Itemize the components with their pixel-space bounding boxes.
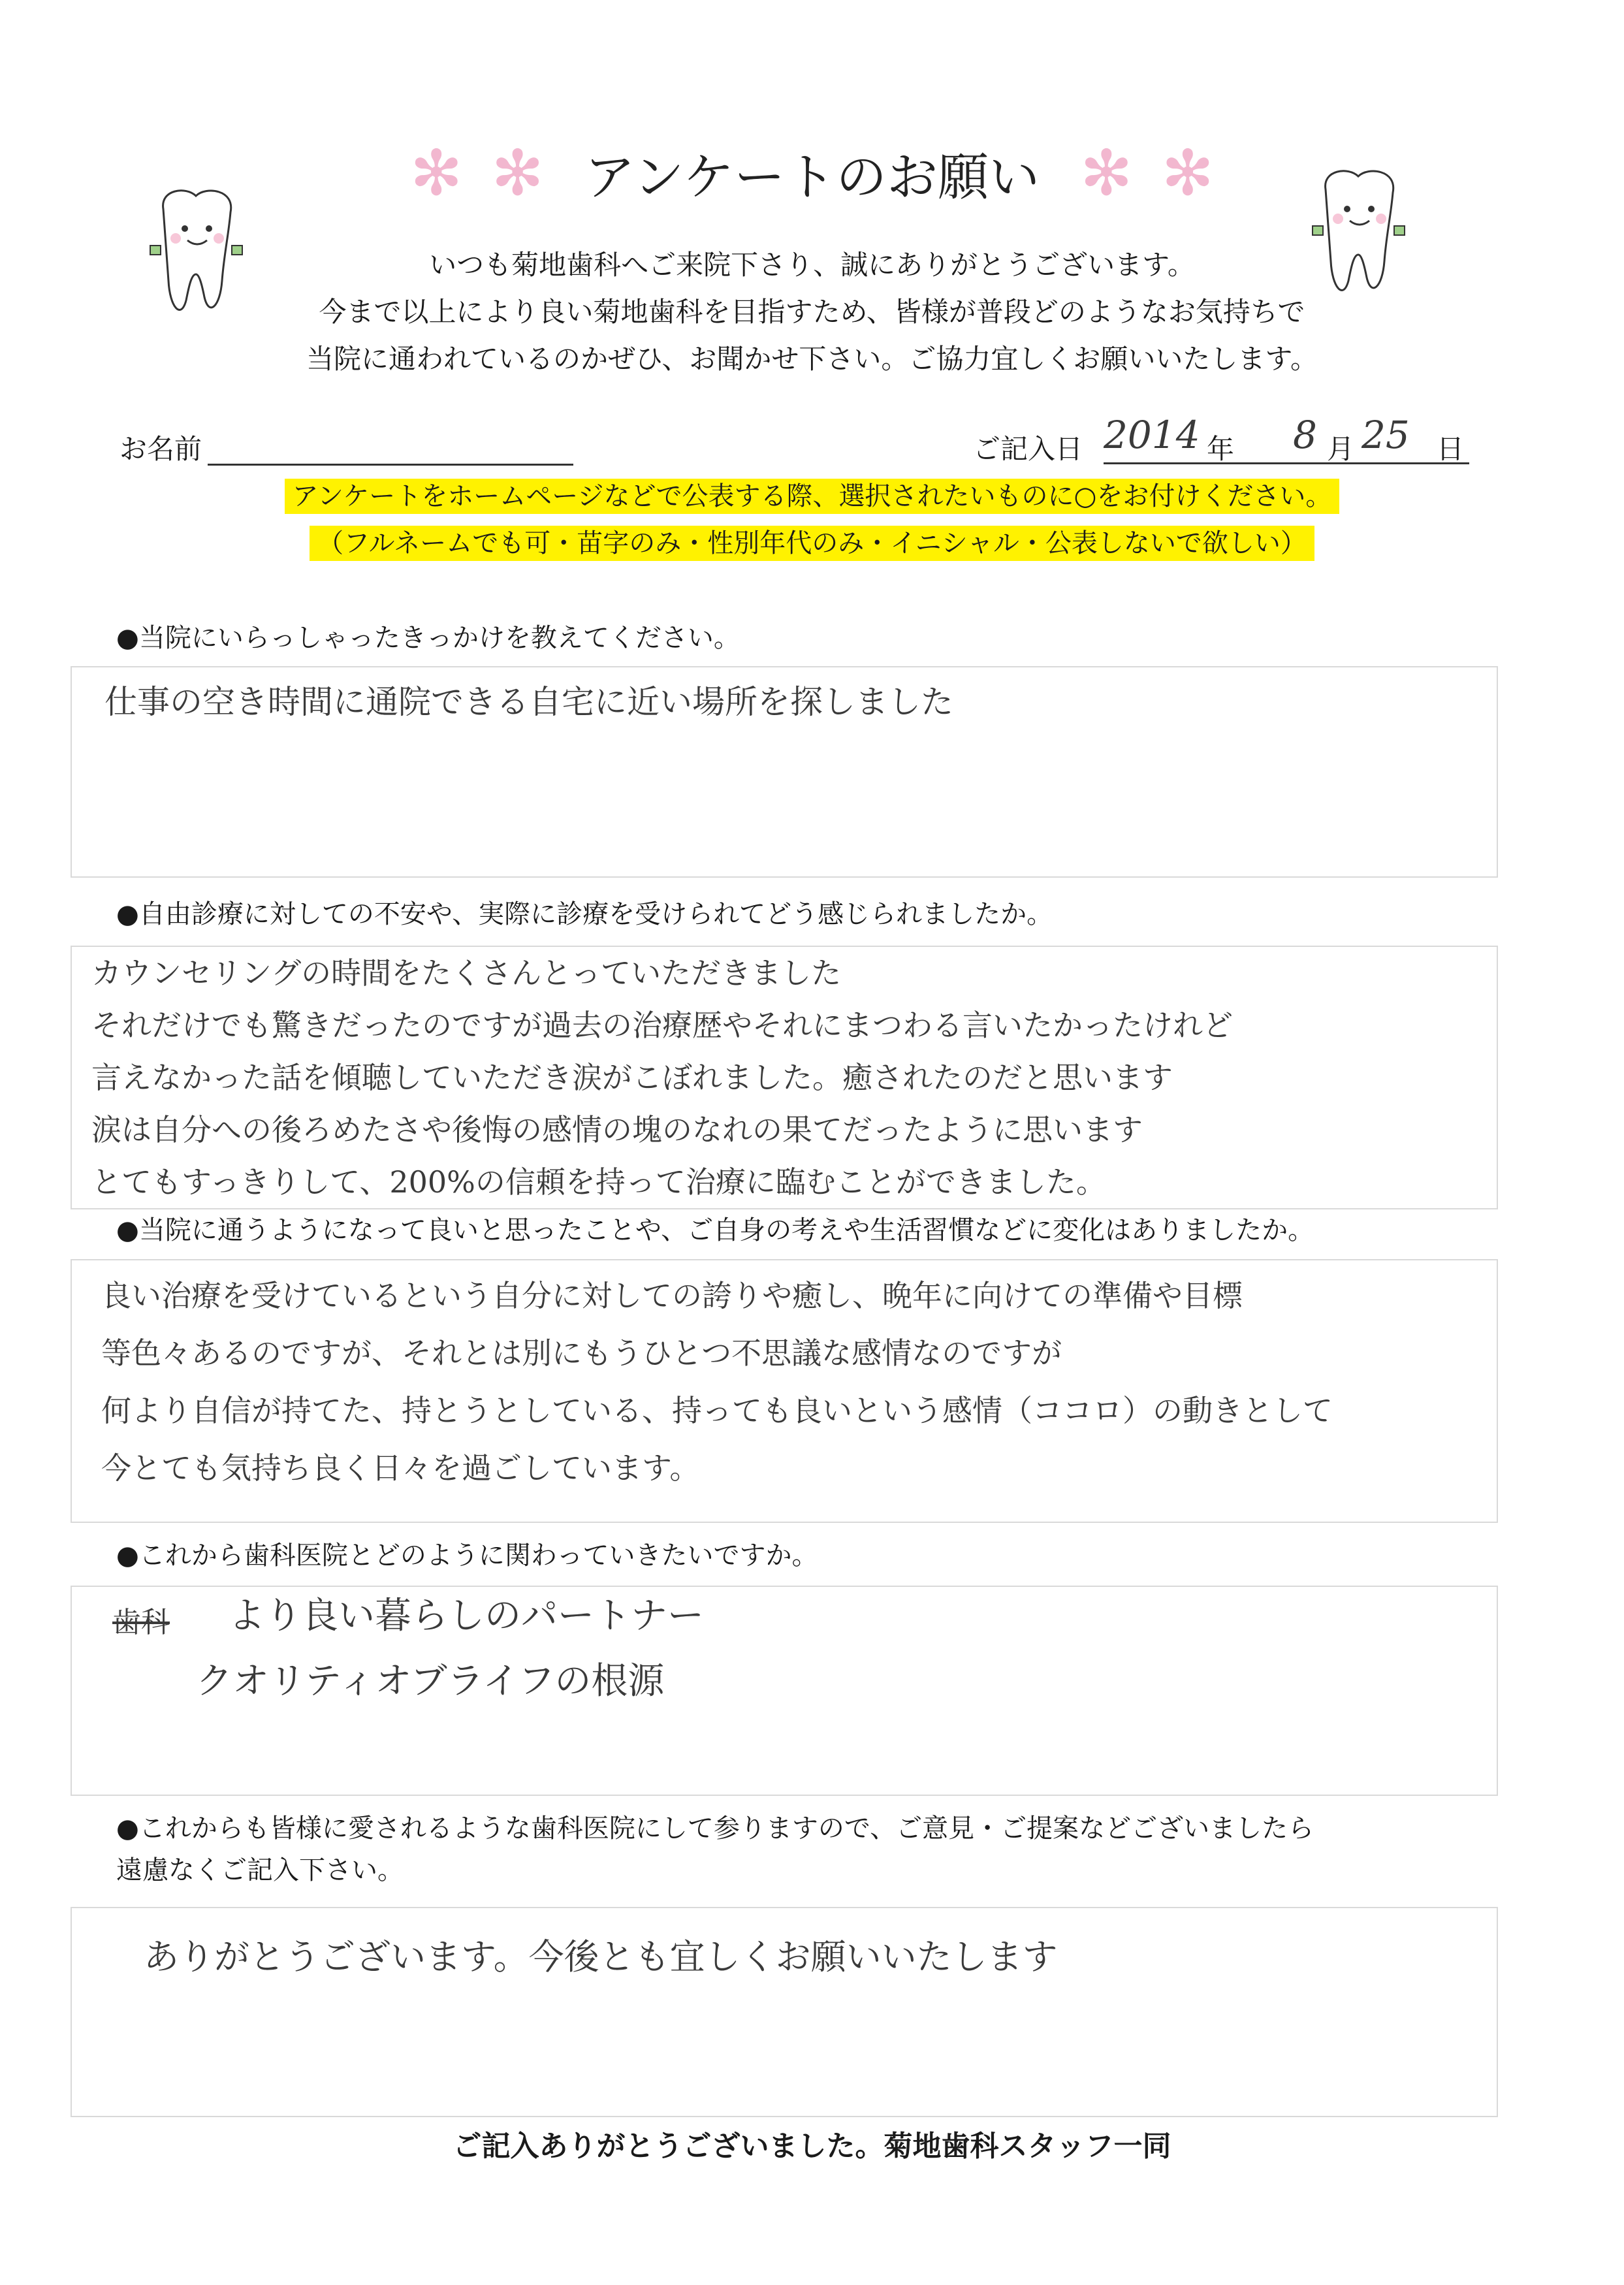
answer-line: 今とても気持ち良く日々を過ごしています。 — [101, 1450, 700, 1486]
question-4-prompt: ●これから歯科医院とどのように関わっていきたいですか。 — [116, 1541, 818, 1571]
answer-line: 良い治療を受けているという自分に対しての誇りや癒し、晩年に向けての準備や目標 — [101, 1278, 1243, 1313]
question-5-answer-box[interactable] — [71, 1907, 1498, 2117]
answer-text — [91, 947, 1497, 1208]
answer-line: クオリティオブライフの根源 — [196, 1660, 665, 1702]
intro-line: いつも菊地歯科へご来院下さり、誠にありがとうございます。 — [429, 249, 1195, 281]
date-day-unit: 日 — [1437, 433, 1465, 465]
answer-line: 仕事の空き時間に通院できる自宅に近い場所を探しました — [104, 683, 953, 721]
asterisk-star-icon: ✻ — [491, 136, 544, 210]
question-4-answer-box[interactable] — [71, 1586, 1498, 1796]
asterisk-star-icon: ✻ — [1080, 136, 1133, 210]
prompt-line: 遠慮なくご記入下さい。 — [116, 1855, 404, 1885]
asterisk-star-icon: ✻ — [1161, 136, 1215, 210]
date-label: ご記入日 — [973, 433, 1083, 465]
publish-notice — [0, 475, 1624, 513]
intro-text — [0, 242, 1624, 383]
publish-options-text[interactable]: （フルネームでも可・苗字のみ・性別年代のみ・イニシャル・公表しないで欲しい） — [310, 526, 1314, 561]
name-field[interactable] — [208, 431, 573, 466]
answer-line: 等色々あるのですが、それとは別にもうひとつ不思議な感情なのですが — [101, 1335, 1062, 1371]
date-year-unit: 年 — [1207, 433, 1235, 465]
date-month-unit: 月 — [1327, 433, 1355, 465]
title-row — [0, 137, 1624, 209]
question-2-answer-box[interactable] — [71, 946, 1498, 1209]
date-year-value: 2014 — [1104, 413, 1200, 457]
answer-line: カウンセリングの時間をたくさんとっていただきました — [91, 955, 842, 991]
question-3-answer-box[interactable] — [71, 1259, 1498, 1523]
intro-line: 今まで以上により良い菊地歯科を目指すため、皆様が普段どのようなお気持ちで — [319, 296, 1305, 328]
answer-line: それだけでも驚きだったのですが過去の治療歴やそれにまつわる言いたかったけれど — [91, 1008, 1233, 1043]
page-title: アンケートのお願い — [584, 148, 1040, 207]
question-2-prompt: ●自由診療に対しての不安や、実際に診療を受けられてどう感じられましたか。 — [116, 899, 1053, 929]
intro-line: 当院に通われているのかぜひ、お聞かせ下さい。ご協力宜しくお願いいたします。 — [306, 343, 1318, 375]
date-month-value: 8 — [1293, 413, 1317, 457]
publish-options — [0, 522, 1624, 560]
answer-line: より良い暮らしのパートナー — [229, 1595, 704, 1637]
answer-line: とてもすっきりして、200%の信頼を持って治療に臨むことができました。 — [91, 1164, 1106, 1200]
answer-text — [101, 1267, 1497, 1497]
answer-line: ありがとうございます。今後とも宜しくお願いいたします — [144, 1936, 1058, 1977]
answer-line: 何より自信が持てた、持とうとしている、持っても良いという感情（ココロ）の動きとして — [101, 1393, 1333, 1428]
question-5-prompt — [116, 1808, 1501, 1891]
prompt-line: ●これからも皆様に愛されるような歯科医院にして参りますので、ご意見・ご提案などございましたら — [116, 1814, 1314, 1844]
name-label: お名前 — [119, 433, 202, 465]
date-day-value: 25 — [1361, 413, 1410, 457]
answer-line: 言えなかった話を傾聴していただき涙がこぼれました。癒されたのだと思います — [91, 1060, 1173, 1095]
asterisk-star-icon: ✻ — [409, 136, 463, 210]
footer-thanks: ご記入ありがとうございました。菊地歯科スタッフ一同 — [453, 2130, 1171, 2163]
question-3-prompt: ●当院に通うようになって良いと思ったことや、ご自身の考えや生活習慣などに変化はありましたか。 — [116, 1215, 1314, 1245]
answer-line: 涙は自分への後ろめたさや後悔の感情の塊のなれの果てだったように思います — [91, 1112, 1143, 1147]
question-1-answer-box[interactable] — [71, 666, 1498, 878]
publish-notice-text: アンケートをホームページなどで公表する際、選択されたいものに○をお付けください。 — [285, 479, 1340, 514]
question-1-prompt: ●当院にいらっしゃったきっかけを教えてください。 — [116, 623, 740, 653]
crossed-out-word: 歯科 — [112, 1606, 170, 1639]
